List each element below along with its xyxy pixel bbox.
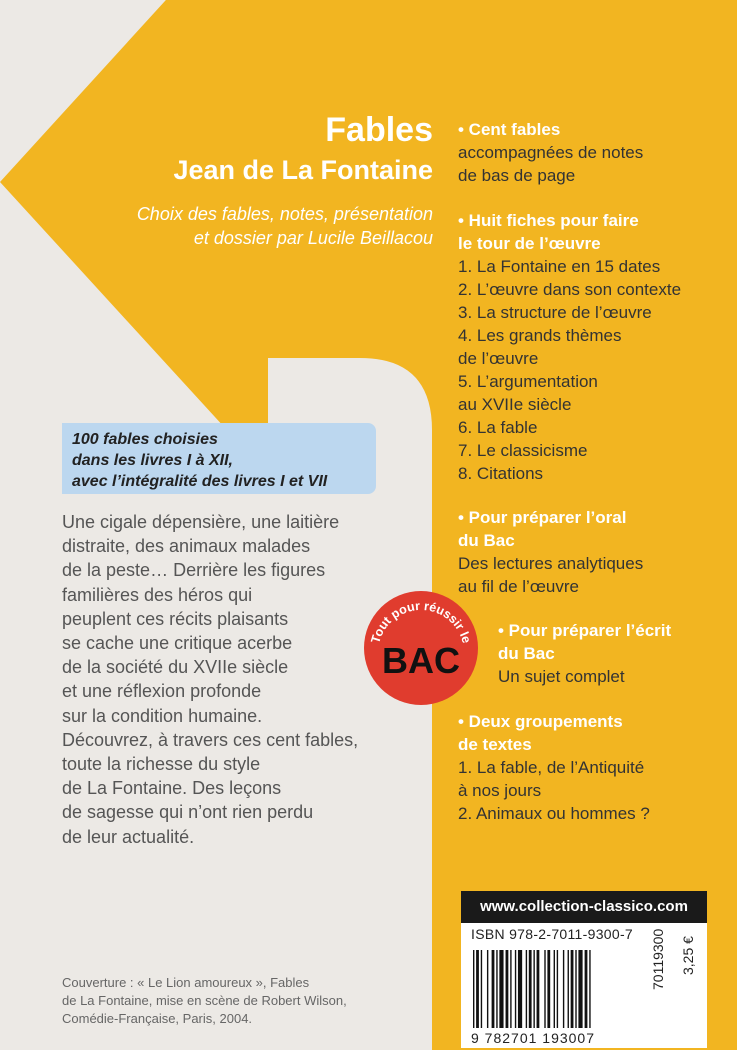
credit-text (93, 202, 433, 250)
section-line: 2. Animaux ou hommes ? (458, 804, 650, 823)
blurb-line: de La Fontaine. Des leçons (62, 778, 282, 799)
badge-bac-text: BAC (382, 640, 460, 681)
barcode-bar (529, 950, 532, 1028)
barcode-digits: 9 782701 193007 (471, 1030, 595, 1046)
section-line: 1. La fable, de l’Antiquité (458, 758, 645, 777)
barcode-bar (533, 950, 534, 1028)
blurb-line: de leur actualité. (62, 826, 195, 847)
section-line: accompagnées de notes (458, 143, 644, 162)
list-item: 6. La fable (458, 418, 538, 437)
highlight-box (62, 423, 376, 494)
barcode-bar (487, 950, 488, 1028)
barcode-bar (492, 950, 495, 1028)
barcode-bar (496, 950, 497, 1028)
barcode-bar (563, 950, 564, 1028)
list-item: 8. Citations (458, 464, 544, 483)
barcode-bar (537, 950, 540, 1028)
blurb-line: toute la richesse du style (62, 754, 261, 775)
section-line: à nos jours (458, 781, 542, 800)
blurb-line: de la peste… Derrière les figures (62, 560, 326, 581)
blurb-line: Une cigale dépensière, une laitière (62, 512, 340, 532)
section-line: Un sujet complet (498, 667, 625, 686)
list-item: 1. La Fontaine en 15 dates (458, 257, 661, 276)
list-item: 3. La structure de l’œuvre (458, 303, 652, 322)
list-item: de l’œuvre (458, 349, 539, 368)
section-heading: le tour de l’œuvre (458, 234, 601, 253)
blurb-line: distraite, des animaux malades (62, 536, 311, 557)
barcode-bar (518, 950, 522, 1028)
barcode-bar (476, 950, 479, 1028)
section-heading: • Pour préparer l’oral (458, 508, 627, 527)
blurb-line: se cache une critique acerbe (62, 633, 293, 654)
barcode-bar (506, 950, 509, 1028)
book-title: Fables (325, 111, 433, 149)
blurb-line: peuplent ces récits plaisants (62, 608, 289, 629)
section-oral (458, 506, 733, 598)
list-item: 4. Les grands thèmes (458, 326, 622, 345)
barcode-bar (575, 950, 576, 1028)
caption-line: Comédie-Française, Paris, 2004. (62, 1011, 253, 1026)
svg-text:Tout pour réussir le (368, 599, 473, 645)
section-line: de bas de page (458, 166, 576, 185)
blurb-text (62, 510, 392, 849)
cover-caption (62, 974, 402, 1028)
barcode-bar (473, 950, 474, 1028)
section-ecrit (498, 619, 733, 688)
list-item: au XVIIe siècle (458, 395, 572, 414)
barcode-bar (568, 950, 569, 1028)
section-heading: du Bac (458, 531, 515, 550)
caption-line: Couverture : « Le Lion amoureux », Fables (62, 975, 310, 990)
section-line: au fil de l’œuvre (458, 577, 579, 596)
barcode (471, 950, 641, 1028)
website-url: www.collection-classico.com (461, 891, 707, 923)
barcode-bar (499, 950, 503, 1028)
list-item: 5. L’argumentation (458, 372, 598, 391)
section-groupements (458, 710, 733, 825)
caption-line: de La Fontaine, mise en scène de Robert Wilson, (62, 993, 347, 1008)
section-cent-fables (458, 118, 733, 187)
section-heading: • Cent fables (458, 120, 561, 139)
isbn-text: ISBN 978-2-7011-9300-7 (471, 926, 633, 942)
barcode-bar (526, 950, 527, 1028)
section-heading: • Huit fiches pour faire (458, 211, 639, 230)
barcode-bar (557, 950, 558, 1028)
highlight-line: dans les livres I à XII, (72, 452, 233, 469)
section-heading: • Pour préparer l’écrit (498, 621, 672, 640)
author-name: Jean de La Fontaine (173, 155, 433, 185)
barcode-bar (510, 950, 511, 1028)
highlight-line: 100 fables choisies (72, 431, 218, 448)
section-huit-fiches (458, 209, 733, 485)
highlight-line: avec l’intégralité des livres I et VII (72, 473, 328, 490)
list-item: 7. Le classicisme (458, 441, 588, 460)
blurb-line: de sagesse qui n’ont rien perdu (62, 802, 314, 823)
credit-line: Choix des fables, notes, présentation (136, 204, 433, 224)
barcode-bar (547, 950, 550, 1028)
blurb-line: et une réflexion profonde (62, 681, 262, 702)
badge-curved-label: Tout pour réussir le (368, 598, 474, 645)
barcode-bar (481, 950, 482, 1028)
barcode-bar (571, 950, 574, 1028)
blurb-line: Découvrez, à travers ces cent fables, (62, 729, 359, 750)
blurb-line: sur la condition humaine. (62, 705, 263, 726)
price-tag: 3,25 € (680, 936, 696, 975)
section-line: Des lectures analytiques (458, 554, 644, 573)
blurb-line: de la société du XVIIe siècle (62, 657, 289, 678)
section-heading: • Deux groupements (458, 712, 623, 731)
barcode-bar (589, 950, 590, 1028)
list-item: 2. L’œuvre dans son contexte (458, 280, 682, 299)
credit-line: et dossier par Lucile Beillacou (193, 228, 433, 248)
barcode-bar (585, 950, 588, 1028)
barcode-bar (554, 950, 555, 1028)
barcode-bar (515, 950, 516, 1028)
barcode-bar (578, 950, 582, 1028)
product-code: 70119300 (650, 928, 666, 990)
section-heading: du Bac (498, 644, 555, 663)
section-heading: de textes (458, 735, 532, 754)
blurb-line: familières des héros qui (62, 584, 253, 605)
barcode-bar (544, 950, 545, 1028)
